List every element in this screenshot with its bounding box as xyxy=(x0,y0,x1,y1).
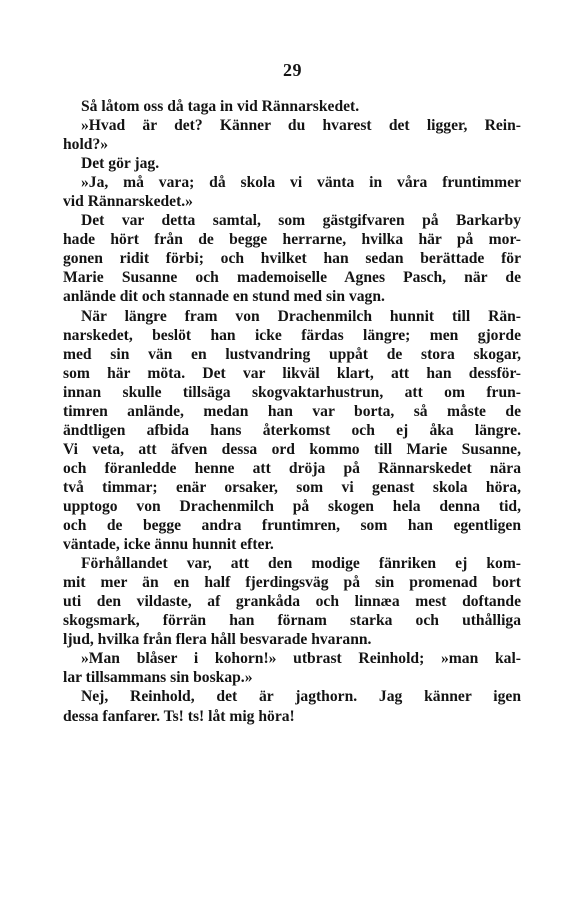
text-line: Det gör jag. xyxy=(81,155,160,173)
text-line: mit mer än en half fjerdingsväg på sin promenad bort xyxy=(63,574,521,592)
page-number: 29 xyxy=(283,60,302,80)
text-line: väntade, icke ännu hunnit efter. xyxy=(63,536,274,554)
body-text xyxy=(63,97,521,726)
text-line: gonen ridit förbi; och hvilket han sedan berättade för xyxy=(63,250,521,268)
text-line: och de begge andra fruntimren, som han egentligen xyxy=(63,517,521,535)
text-line: narskedet, beslöt han icke färdas längre; men gjorde xyxy=(63,326,521,344)
text-line: »Hvad är det? Känner du hvarest det ligger, Rein- xyxy=(81,117,521,135)
text-line: ändtligen afbida hans återkomst och ej åka längre. xyxy=(63,421,521,439)
text-line: anlände dit och stannade en stund med sin vagn. xyxy=(63,288,385,306)
text-line: dessa fanfarer. Ts! ts! låt mig höra! xyxy=(63,707,295,725)
text-line: hade hört från de begge herrarne, hvilka här på mor- xyxy=(63,231,521,249)
text-line: och föranledde henne att dröja på Rännarskedet nära xyxy=(63,459,521,477)
text-line: två timmar; enär orsaker, som vi genast skola höra, xyxy=(63,478,521,496)
text-line: hold?» xyxy=(63,136,109,154)
text-line: som här möta. Det var likväl klart, att han dessför- xyxy=(63,364,521,382)
text-line: lar tillsammans sin boskap.» xyxy=(63,669,253,687)
text-line: Marie Susanne och mademoiselle Agnes Pasch, när de xyxy=(63,269,521,287)
text-line: Vi veta, att äfven dessa ord kommo till Marie Susanne, xyxy=(63,440,521,458)
text-line: Det var detta samtal, som gästgifvaren på Barkarby xyxy=(81,212,521,230)
text-line: »Ja, må vara; då skola vi vänta in våra fruntimmer xyxy=(81,174,521,192)
text-line: »Man blåser i kohorn!» utbrast Reinhold; »man kal- xyxy=(81,650,521,668)
text-line: Förhållandet var, att den modige fänriken ej kom- xyxy=(81,555,521,573)
text-line: timren anlände, medan han var borta, så måste de xyxy=(63,402,521,420)
text-line: Så låtom oss då taga in vid Rännarskedet. xyxy=(81,98,360,115)
text-line: När längre fram von Drachenmilch hunnit till Rän- xyxy=(81,307,521,325)
text-line: uti den vildaste, af grankåda och linnæa mest doftande xyxy=(63,593,521,611)
text-line: vid Rännarskedet.» xyxy=(63,193,193,211)
text-line: innan skulle tillsäga skogvaktarhustrun, att om frun- xyxy=(63,383,521,401)
text-line: ljud, hvilka från flera håll besvarade hvarann. xyxy=(63,631,372,649)
text-line: med sin vän en lustvandring uppåt de stora skogar, xyxy=(63,345,521,363)
text-line: skogsmark, förrän han förnam starka och uthålliga xyxy=(63,612,521,630)
text-line: Nej, Reinhold, det är jagthorn. Jag känner igen xyxy=(81,688,521,706)
text-line: upptogo von Drachenmilch på skogen hela denna tid, xyxy=(63,497,521,515)
